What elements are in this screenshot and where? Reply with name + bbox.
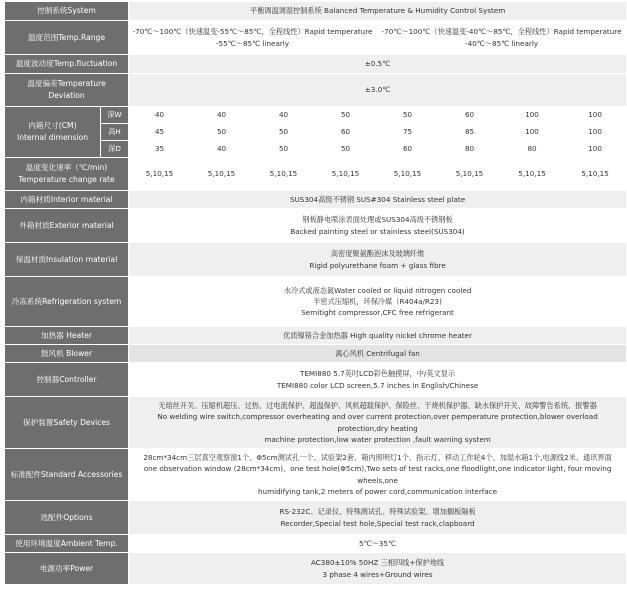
change-rate-cell: 5,10,15	[439, 158, 501, 191]
accessories-line2: one observation window (28cm*34cm)，one test hole(Φ5cm),Two sets of test racks,one floodlight,one indicator light, four moving wheels,one	[143, 464, 612, 485]
power-label: 电源功率Power	[5, 553, 129, 585]
inner-label	[5, 107, 101, 158]
deviation-value: ±3.0℃	[129, 74, 627, 107]
row-temp-range	[5, 21, 627, 55]
inner-cell: 80	[501, 141, 564, 158]
row-control	[5, 2, 627, 21]
accessories-line3: humidifying tank,2 meters of power cord,communication interface	[257, 486, 498, 496]
ambient-label: 使用环境温度Ambient Temp.	[5, 535, 129, 553]
accessories-value	[129, 449, 627, 501]
control-value: 平衡调温调湿控制系统 Balanced Temperature & Humidity Control System	[129, 2, 627, 21]
row-refrigeration	[5, 277, 627, 327]
insulation-line1: 高密度聚氨酯泡沫及玻璃纤维	[330, 249, 425, 259]
inner-cell: 60	[439, 107, 501, 124]
inner-cell: 45	[129, 124, 191, 141]
temp-range-left-line2: -55℃～85℃ linearly	[215, 38, 290, 48]
row-change-rate	[5, 158, 627, 191]
temp-range-label: 温度范围Temp.Range	[5, 21, 129, 55]
row-power	[5, 553, 627, 585]
row-fluctuation	[5, 55, 627, 74]
heater-label: 加热器 Heater	[5, 327, 129, 345]
inner-cell: 50	[377, 107, 439, 124]
fluctuation-value: ±0.5℃	[129, 55, 627, 74]
controller-label: 控制器Controller	[5, 363, 129, 397]
ambient-value: 5℃～35℃	[129, 535, 627, 553]
inner-row-name: 深D	[101, 141, 129, 158]
exterior-label: 外箱材质Exterior material	[5, 209, 129, 243]
inner-label-line2: Internal dimension	[16, 133, 89, 142]
change-rate-cell: 5,10,15	[501, 158, 564, 191]
row-deviation	[5, 74, 627, 107]
exterior-value	[129, 209, 627, 243]
change-rate-cell: 5,10,15	[377, 158, 439, 191]
inner-cell: 50	[253, 124, 315, 141]
inner-cell: 100	[501, 124, 564, 141]
row-options	[5, 501, 627, 535]
safety-line3: machine protection,low water protection ,fault warning system	[264, 434, 491, 444]
temp-range-right-line1: -70℃～100℃（快速温变-40℃～85℃，全程线性）Rapid temperature	[381, 27, 622, 37]
inner-cell: 100	[501, 107, 564, 124]
inner-cell: 100	[564, 107, 627, 124]
inner-cell: 40	[253, 107, 315, 124]
temp-range-right	[377, 21, 627, 55]
safety-line1: 无熔丝开关、压缩机超压、过热、过电流保护、超温保护、风机超载保护、保险丝、干烧机保护器、缺水保护开关、故障警告系统、报警器	[158, 401, 597, 411]
power-value	[129, 553, 627, 585]
change-rate-cell: 5,10,15	[129, 158, 191, 191]
accessories-line1: 28cm*34cm三层真空观察窗1个、Φ5cm测试孔一个、试验架2套、箱内照明灯1个、指示灯、移动工作轮4个、加湿水箱1个,电源线2米、通讯界面	[143, 453, 612, 463]
inner-cell: 50	[315, 107, 377, 124]
inner-cell: 85	[439, 124, 501, 141]
inner-row-name: 深W	[101, 107, 129, 124]
exterior-line2: Backed painting steel or stainless steel(SUS304)	[290, 226, 465, 236]
change-rate-cell: 5,10,15	[564, 158, 627, 191]
deviation-label-line2: Deviation	[48, 91, 85, 100]
options-line1: RS-232C、记录仪、特殊测试孔、特殊试验架、增加搁板隔板	[279, 507, 476, 517]
accessories-label: 标准配件Standard Accessories	[5, 449, 129, 501]
row-heater	[5, 327, 627, 345]
inner-row-name: 高H	[101, 124, 129, 141]
spec-table	[4, 1, 627, 585]
change-rate-cell: 5,10,15	[191, 158, 253, 191]
row-accessories	[5, 449, 627, 501]
blower-value: 离心风机 Centrifugal fan	[129, 345, 627, 363]
insulation-value	[129, 243, 627, 277]
temp-range-right-line2: -40℃～85℃ linearly	[465, 38, 539, 48]
control-label: 控制系统System	[5, 2, 129, 21]
inner-cell: 40	[129, 107, 191, 124]
inner-cell: 100	[564, 124, 627, 141]
row-inner-material	[5, 191, 627, 209]
controller-line1: TEMI880 5.7英吋LCD彩色触摸屏，中/英文显示	[300, 369, 456, 379]
row-safety	[5, 397, 627, 449]
options-line2: Recorder,Special test hole,Special test rack,clapboard	[280, 518, 475, 528]
refrigeration-line2: 半密式压缩机，环保冷媒（R404a/R23)	[313, 296, 442, 306]
refrigeration-value	[129, 277, 627, 327]
inner-cell: 50	[191, 124, 253, 141]
power-line1: AC380±10% 50HZ 三相四线+保护地线	[311, 558, 445, 568]
heater-value: 优质镍铬合金加热器 High quality nickel chrome heater	[129, 327, 627, 345]
row-blower	[5, 345, 627, 363]
deviation-label	[5, 74, 129, 107]
inner-cell: 75	[377, 124, 439, 141]
change-rate-label	[5, 158, 129, 191]
row-exterior	[5, 209, 627, 243]
inner-cell: 50	[315, 141, 377, 158]
refrigeration-line1: 水冷式或液态氮Water cooled or liquid nitrogen cooled	[283, 285, 472, 295]
exterior-line1: 钢板静电喷涂表面处理或SUS304高级不锈钢板	[302, 215, 453, 225]
inner-cell: 35	[129, 141, 191, 158]
insulation-label: 保温材质Insulation material	[5, 243, 129, 277]
safety-line2: No welding wire switch,compressor overheating and over current protection,over pemperature protection,blower overload protection,dry heating	[157, 412, 598, 433]
change-rate-cell: 5,10,15	[253, 158, 315, 191]
temp-range-left	[129, 21, 377, 55]
power-line2: 3 phase 4 wires+Ground wires	[322, 569, 433, 579]
refrigeration-line3: Semitight compressor,CFC free refrigerant	[301, 308, 454, 318]
inner-material-value: SUS304高级不锈钢 SUS#304 Stainless steel plate	[129, 191, 627, 209]
insulation-line2: Rigid polyurethane foam + glass fibre	[309, 260, 446, 270]
inner-cell: 100	[564, 141, 627, 158]
inner-cell: 50	[253, 141, 315, 158]
blower-label: 鼓风机 Blower	[5, 345, 129, 363]
inner-cell: 40	[191, 107, 253, 124]
controller-value	[129, 363, 627, 397]
options-label: 选配件Options	[5, 501, 129, 535]
inner-cell: 60	[377, 141, 439, 158]
safety-value	[129, 397, 627, 449]
controller-line2: TEMI880 color LCD screen,5.7 inches in English/Chinese	[276, 380, 479, 390]
change-rate-cell: 5,10,15	[315, 158, 377, 191]
change-rate-label-line2: Temperature change rate	[18, 175, 115, 184]
temp-range-left-line1: -70℃～100℃（快速温变-55℃～85℃，全程线性）Rapid temperature	[132, 27, 373, 37]
inner-cell: 40	[191, 141, 253, 158]
row-controller	[5, 363, 627, 397]
inner-cell: 80	[439, 141, 501, 158]
deviation-label-line1: 温度偏差Temperature	[27, 79, 106, 89]
row-insulation	[5, 243, 627, 277]
refrigeration-label: 冷冻系统Refrigeration system	[5, 277, 129, 327]
change-rate-label-line1: 温度变化速率（℃/min)	[25, 163, 108, 173]
row-inner-w	[5, 107, 627, 124]
inner-material-label: 内箱材质Interior material	[5, 191, 129, 209]
row-ambient	[5, 535, 627, 553]
safety-label: 保护装置Safety Devices	[5, 397, 129, 449]
fluctuation-label: 温度波动度Temp.fluctuation	[5, 55, 129, 74]
inner-label-line1: 内箱尺寸(CM)	[28, 121, 77, 131]
options-value	[129, 501, 627, 535]
inner-cell: 60	[315, 124, 377, 141]
